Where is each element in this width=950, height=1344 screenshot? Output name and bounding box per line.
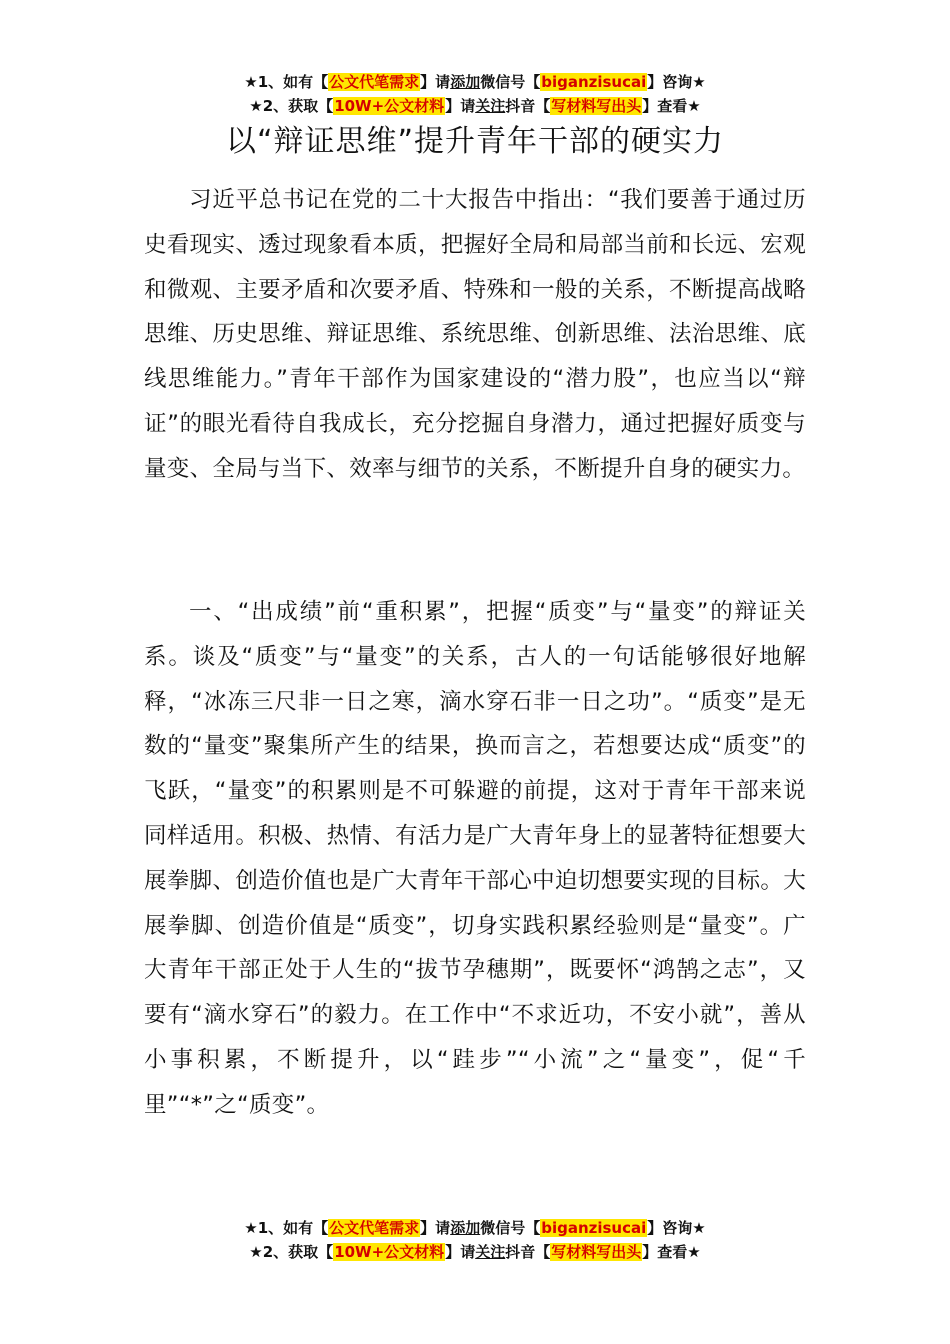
header-promo-banner [0, 70, 950, 118]
promo-text: 抖音【 [505, 97, 551, 115]
promo-highlight: 公文代笔需求 [329, 73, 420, 91]
promo-text: 】请 [445, 1243, 476, 1261]
promo-text: 抖音【 [505, 1243, 551, 1261]
promo-text: 】咨询★ [647, 1219, 706, 1237]
promo-text: 】查看★ [642, 97, 701, 115]
promo-text: 】咨询★ [647, 73, 706, 91]
promo-highlight: biganzisucai [541, 73, 647, 91]
promo-text: 】请 [420, 1219, 451, 1237]
promo-text: 】请 [420, 73, 451, 91]
body-paragraph-intro: 习近平总书记在党的二十大报告中指出：“我们要善于通过历史看现实、透过现象看本质，把握好全局和局部当前和长远、宏观和微观、主要矛盾和次要矛盾、特殊和一般的关系，不断提高战略思维、历史思维、辩证思维、系统思维、创新思维、法治思维、底线思维能力。”青年干部作为国家建设的“潜力股”，也应当以“辩证”的眼光看待自我成长，充分挖掘自身潜力，通过把握好质变与量变、全局与当下、效率与细节的关系，不断提升自身的硬实力。 [144, 187, 806, 482]
promo-text: 】请 [445, 97, 476, 115]
promo-highlight: 10W+公文材料 [334, 97, 445, 115]
promo-text: ★2、获取【 [249, 1243, 334, 1261]
promo-text: ★1、如有【 [244, 1219, 329, 1237]
promo-highlight: 写材料写出头 [551, 1243, 642, 1261]
promo-line-1 [0, 1216, 950, 1240]
promo-line-2 [0, 1240, 950, 1264]
promo-line-2 [0, 94, 950, 118]
promo-emphasis: 关注 [475, 1243, 506, 1261]
promo-highlight: 公文代笔需求 [329, 1219, 420, 1237]
body-paragraph-section-1: 一、“出成绩”前“重积累”，把握“质变”与“量变”的辩证关系。谈及“质变”与“量变”的关系，古人的一句话能够很好地解释，“冰冻三尺非一日之寒，滴水穿石非一日之功”。“质变”是无数的“量变”聚集所产生的结果，换而言之，若想要达成“质变”的飞跃，“量变”的积累则是不可躲避的前提，这对于青年干部来说同样适用。积极、热情、有活力是广大青年身上的显著特征想要大展拳脚、创造价值也是广大青年干部心中迫切想要实现的目标。大展拳脚、创造价值是“质变”，切身实践积累经验则是“量变”。广大青年干部正处于人生的“拔节孕穗期”，既要怀“鸿鹄之志”，又要有“滴水穿石”的毅力。在工作中“不求近功，不安小就”，善从小事积累，不断提升，以“跬步”“小流”之“量变”，促“千里”“*”之“质变”。 [144, 599, 806, 1118]
footer-promo-banner [0, 1216, 950, 1264]
promo-line-1 [0, 70, 950, 94]
promo-highlight: biganzisucai [541, 1219, 647, 1237]
promo-emphasis: 添加 [450, 1219, 481, 1237]
promo-text: ★2、获取【 [249, 97, 334, 115]
promo-highlight: 10W+公文材料 [334, 1243, 445, 1261]
promo-emphasis: 关注 [475, 97, 506, 115]
promo-text: 微信号【 [480, 1219, 541, 1237]
promo-highlight: 写材料写出头 [551, 97, 642, 115]
promo-text: ★1、如有【 [244, 73, 329, 91]
promo-text: 微信号【 [480, 73, 541, 91]
promo-text: 】查看★ [642, 1243, 701, 1261]
document-title: 以“辩证思维”提升青年干部的硬实力 [225, 124, 725, 159]
promo-emphasis: 添加 [450, 73, 481, 91]
